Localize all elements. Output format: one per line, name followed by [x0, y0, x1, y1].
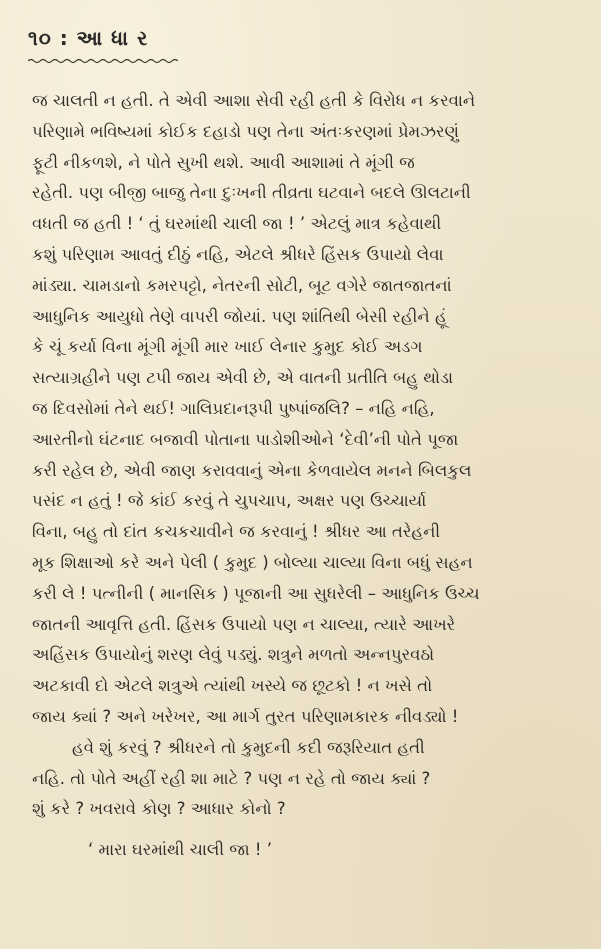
text-line: કરી રહેલ છે, એવી જાણ કરાવવાનું એના કેળવાયેલ મનને બિલકુલ — [32, 460, 472, 480]
text-line: વધતી જ હતી ! ‘ તું ઘરમાંથી ચાલી જા ! ’ એટલું માત્ર કહેવાથી — [32, 214, 442, 234]
text-line: શું કરે ? ખવરાવે કોણ ? આધાર કોનો ? — [32, 799, 286, 819]
text-line: જ ચાલતી ન હતી. તે એવી આશા સેવી રહી હતી કે વિરોધ ન કરવાને — [32, 91, 476, 110]
text-line: મૂક શિક્ષાઓ કરે અને પેલી ( કુમુદ ) બોલ્યા ચાલ્યા વિના બધું સહન — [32, 552, 473, 572]
text-line: સત્યાગ્રહીને પણ ટપી જાય એવી છે, એ વાતની પ્રતીતિ બહુ થોડા — [32, 368, 454, 388]
text-line: વિના, બહુ તો દાંત કચકચાવીને જ કરવાનું ! શ્રીધર આ તરેહની — [32, 522, 441, 542]
decorative-wavy-rule — [28, 58, 178, 64]
text-line: પસંદ ન હતું ! જે કાંઈ કરવું તે ચુપચાપ, અક્ષર પણ ઉચ્ચાર્યા — [32, 491, 427, 511]
quoted-line: ‘ મારા ઘરમાંથી ચાલી જા ! ’ — [88, 840, 273, 860]
text-line: અટકાવી દો એટલે શત્રુએ ત્યાંથી ખસ્યે જ છૂટકો ! ન ખસે તો — [32, 676, 433, 696]
text-line: આરતીનો ઘંટનાદ બજાવી પોતાના પાડોશીઓને ‘દેવી’ની પોતે પૂજા — [32, 429, 459, 449]
body-text — [32, 86, 570, 866]
text-line: રહેતી. પણ બીજી બાજુ તેના દુઃખની તીવ્રતા ઘટવાને બદલે ઊલટાની — [32, 183, 471, 203]
text-line: આધુનિક આયુધો તેણે વાપરી જોયાં. પણ શાંતિથી બેસી રહીને હૂં — [32, 306, 447, 326]
text-line: પરિણામે ભવિષ્યમાં કોઈક દહાડો પણ તેના અંતઃકરણમાં પ્રેમઝરણું — [32, 121, 459, 141]
text-line: હવે શું કરવું ? શ્રીધરને તો કુમુદની કદી જરૂરિયાત હતી — [72, 737, 425, 757]
text-line: ફૂટી નીકળશે, ને પોતે સુખી થશે. આવી આશામાં તે મૂંગી જ — [32, 152, 415, 172]
text-line: નહિ. તો પોતે અહીં રહી શા માટે ? પણ ન રહે તો જાય ક્યાં ? — [32, 768, 431, 788]
text-line: કે ચૂં કર્યા વિના મૂંગી મૂંગી માર ખાઈ લેનાર કુમુદ કોઈ અડગ — [32, 337, 423, 357]
text-line: જાય ક્યાં ? અને ખરેખર, આ માર્ગ તુરત પરિણામકારક નીવડ્યો ! — [32, 706, 459, 726]
text-line: જ દિવસોમાં તેને થઈ! ગાલિપ્રદાનરૂપી પુષ્પાંજલિ? – નહિ નહિ, — [32, 398, 435, 418]
running-header: ૧૦ : આ ધા ર — [28, 26, 149, 50]
text-line: કશું પરિણામ આવતું દીઠું નહિ, એટલે શ્રીધરે હિંસક ઉપાયો લેવા — [32, 244, 444, 264]
text-line: જાતની આવૃત્તિ હતી. હિંસક ઉપાયો પણ ન ચાલ્યા, ત્યારે આખરે — [32, 614, 456, 634]
text-line: માંડ્યા. ચામડાનો કમરપટ્ટો, નેતરની સોટી, બૂટ વગેરે જાતજાતનાં — [32, 275, 452, 295]
text-line: અહિંસક ઉપાયોનું શરણ લેવું પડ્યું. શત્રુને મળતો અન્નપુરવઠો — [32, 645, 435, 665]
text-line: કરી લે ! પત્નીની ( માનસિક ) પૂજાની આ સુધરેલી – આધુનિક ઉચ્ચ — [32, 583, 480, 603]
